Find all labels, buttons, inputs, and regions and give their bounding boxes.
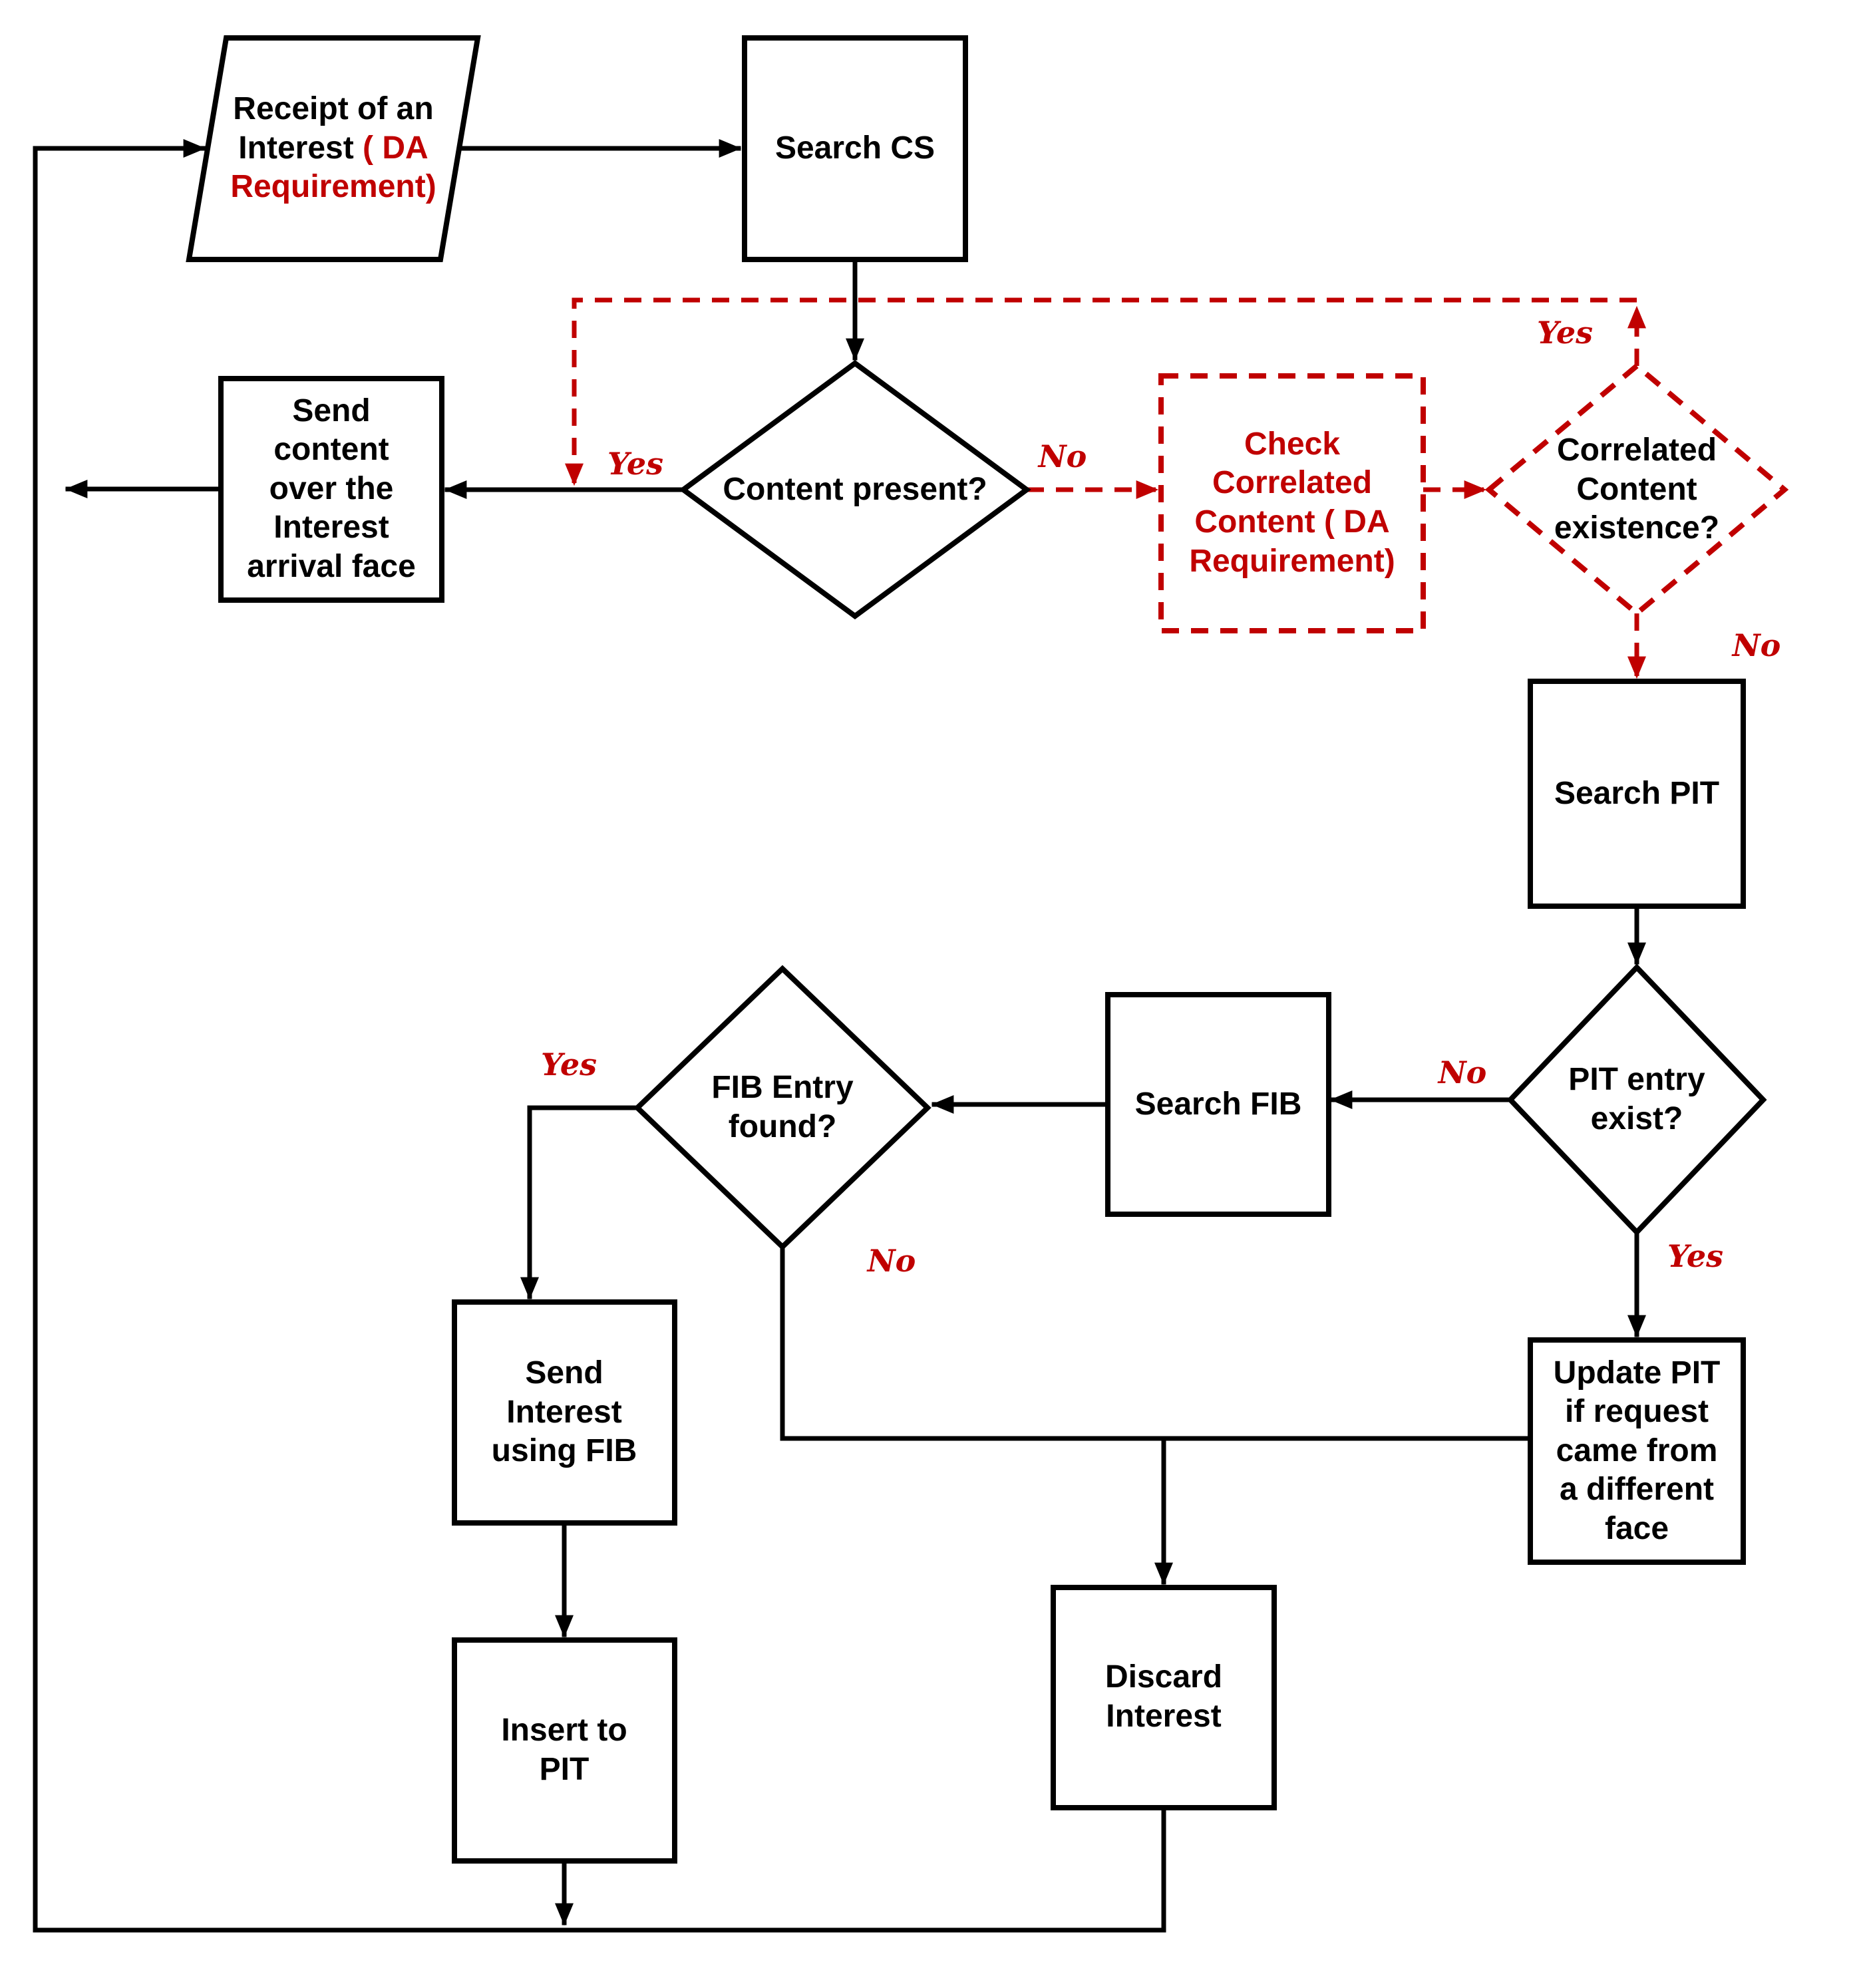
fib-found-label: FIB Entry found?	[711, 1070, 854, 1144]
pit-exist-shape	[1510, 967, 1763, 1232]
send-interest-label: Send Interest using FIB	[491, 1355, 637, 1469]
start-node-text: Receipt of an Interest	[233, 91, 434, 166]
check-correlated-label: Check Correlated Content ( DA Requirement)	[1189, 426, 1395, 579]
edge-label-fib-no: No	[867, 1243, 916, 1279]
send-interest-shape	[454, 1302, 675, 1523]
insert-pit-shape	[454, 1640, 675, 1861]
edge-label-content-no: No	[1038, 438, 1087, 474]
edge-label-fib-yes: Yes	[540, 1047, 597, 1082]
discard-interest-shape	[1053, 1587, 1274, 1808]
start-node-shape	[189, 38, 478, 259]
pit-exist-label: PIT entry exist?	[1568, 1062, 1705, 1136]
edge-label-pit-yes: Yes	[1667, 1238, 1724, 1274]
search-fib-shape	[1108, 995, 1329, 1214]
search-cs-shape	[745, 38, 965, 259]
search-cs-label: Search CS	[774, 130, 935, 166]
fib-found-shape	[637, 969, 928, 1247]
edge-label-content-yes: Yes	[607, 446, 664, 482]
send-content-label: Send content over the Interest arrival face	[247, 393, 416, 584]
content-present-shape	[683, 363, 1027, 616]
content-present-label: Content present?	[723, 471, 987, 507]
search-pit-label: Search PIT	[1554, 775, 1720, 811]
search-pit-shape	[1530, 681, 1743, 906]
discard-interest-label: Discard Interest	[1104, 1659, 1223, 1734]
insert-pit-label: Insert to PIT	[501, 1713, 627, 1787]
update-pit-shape	[1530, 1340, 1743, 1562]
correlated-exist-shape	[1489, 366, 1784, 613]
send-content-shape	[221, 379, 442, 600]
edge-label-correlated-no: No	[1732, 627, 1781, 663]
edge-fibno-updatepit-join	[782, 1247, 1530, 1438]
edge-label-pit-no: No	[1438, 1055, 1487, 1090]
edge-label-correlated-yes: Yes	[1536, 315, 1594, 351]
check-correlated-shape	[1161, 376, 1423, 631]
update-pit-label: Update PIT if request came from a different face	[1553, 1355, 1721, 1546]
edge-fibfound-sendinterest	[530, 1108, 637, 1297]
correlated-exist-label: Correlated Content existence?	[1554, 432, 1720, 546]
search-fib-label: Search FIB	[1134, 1086, 1302, 1122]
start-node-accent-text: ( DA Requirement)	[230, 130, 436, 205]
